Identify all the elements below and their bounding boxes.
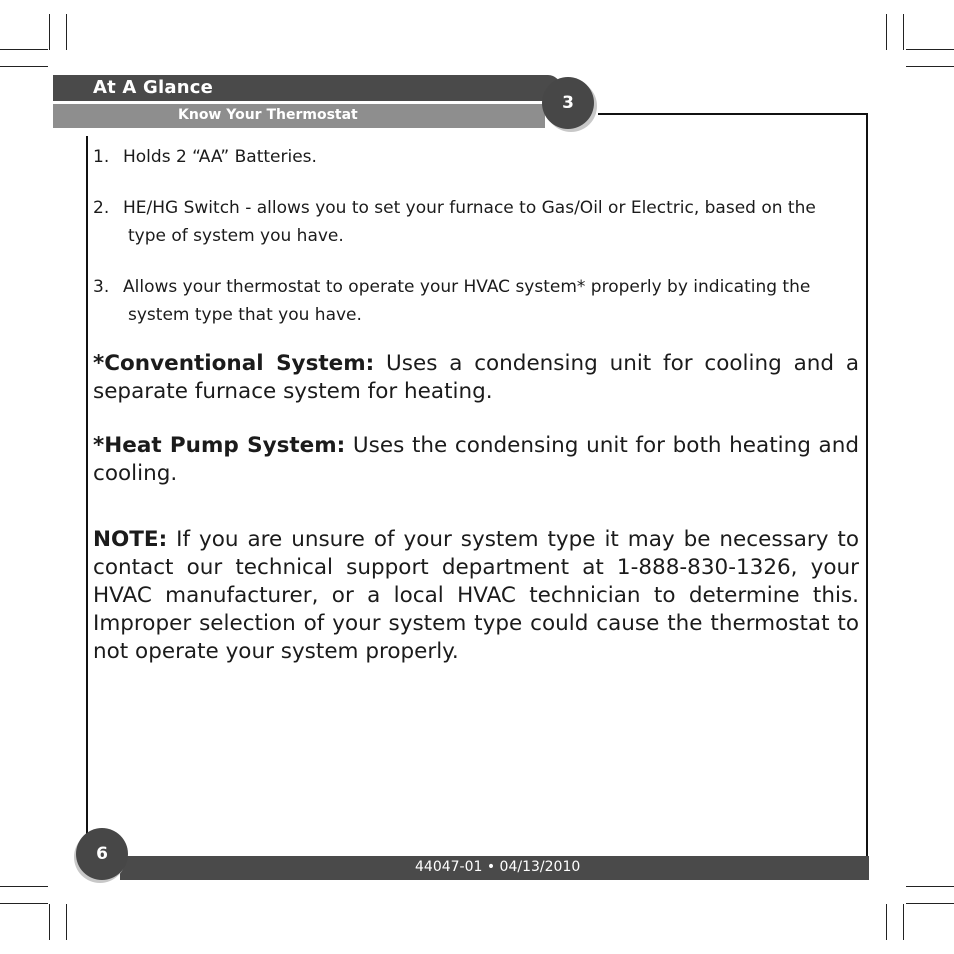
crop-mark [886,904,887,940]
crop-mark [0,66,48,67]
list-item-number: 1. [93,147,110,167]
list-item [93,273,859,329]
heat-pump-label: *Heat Pump System: [93,433,346,458]
document-code: 44047-01 • 04/13/2010 [415,859,581,875]
crop-mark [66,904,67,940]
frame-line-top [598,113,868,115]
subsection-title: Know Your Thermostat [178,107,358,123]
crop-mark [49,14,50,50]
conventional-system-label: *Conventional System: [93,351,375,376]
list-item-text: Allows your thermostat to operate your HVAC system* properly by indicating the system type that you have. [123,277,811,325]
crop-mark [906,886,954,887]
crop-mark [0,49,48,50]
crop-mark [66,14,67,50]
chapter-number-badge: 3 [542,77,594,129]
footer-bar [120,856,869,880]
crop-mark [903,904,904,940]
crop-mark [886,14,887,50]
heat-pump-paragraph [93,432,859,488]
frame-line-left [86,136,88,836]
crop-mark [903,14,904,50]
list-item-text: Holds 2 “AA” Batteries. [123,147,317,167]
page-content [93,143,859,666]
heat-pump-text: Uses the condensing unit for both heating and cooling. [93,433,859,486]
crop-mark [0,886,48,887]
list-item [93,143,859,171]
list-item-number: 3. [93,277,110,297]
crop-mark [906,903,954,904]
list-item-text: HE/HG Switch - allows you to set your furnace to Gas/Oil or Electric, based on the type of system you have. [123,198,816,246]
crop-mark [906,66,954,67]
crop-mark [49,904,50,940]
crop-mark [0,903,48,904]
section-title: At A Glance [93,77,213,98]
section-header-bar [53,75,561,101]
note-text: If you are unsure of your system type it may be necessary to contact our technical support department at 1-888-830-1326, your HVAC manufacturer, or a local HVAC technician to determine this. Improper selection of your system type could cause the thermostat to not operate your system properly. [93,527,859,664]
crop-mark [906,49,954,50]
subsection-header-bar [53,104,545,128]
note-label: NOTE: [93,527,168,552]
list-item-number: 2. [93,198,110,218]
conventional-system-paragraph [93,350,859,406]
note-paragraph [93,526,859,666]
page-number-badge: 6 [76,828,128,880]
frame-line-right [866,113,868,857]
conventional-system-text: Uses a condensing unit for cooling and a separate furnace system for heating. [93,351,859,404]
list-item [93,194,859,250]
